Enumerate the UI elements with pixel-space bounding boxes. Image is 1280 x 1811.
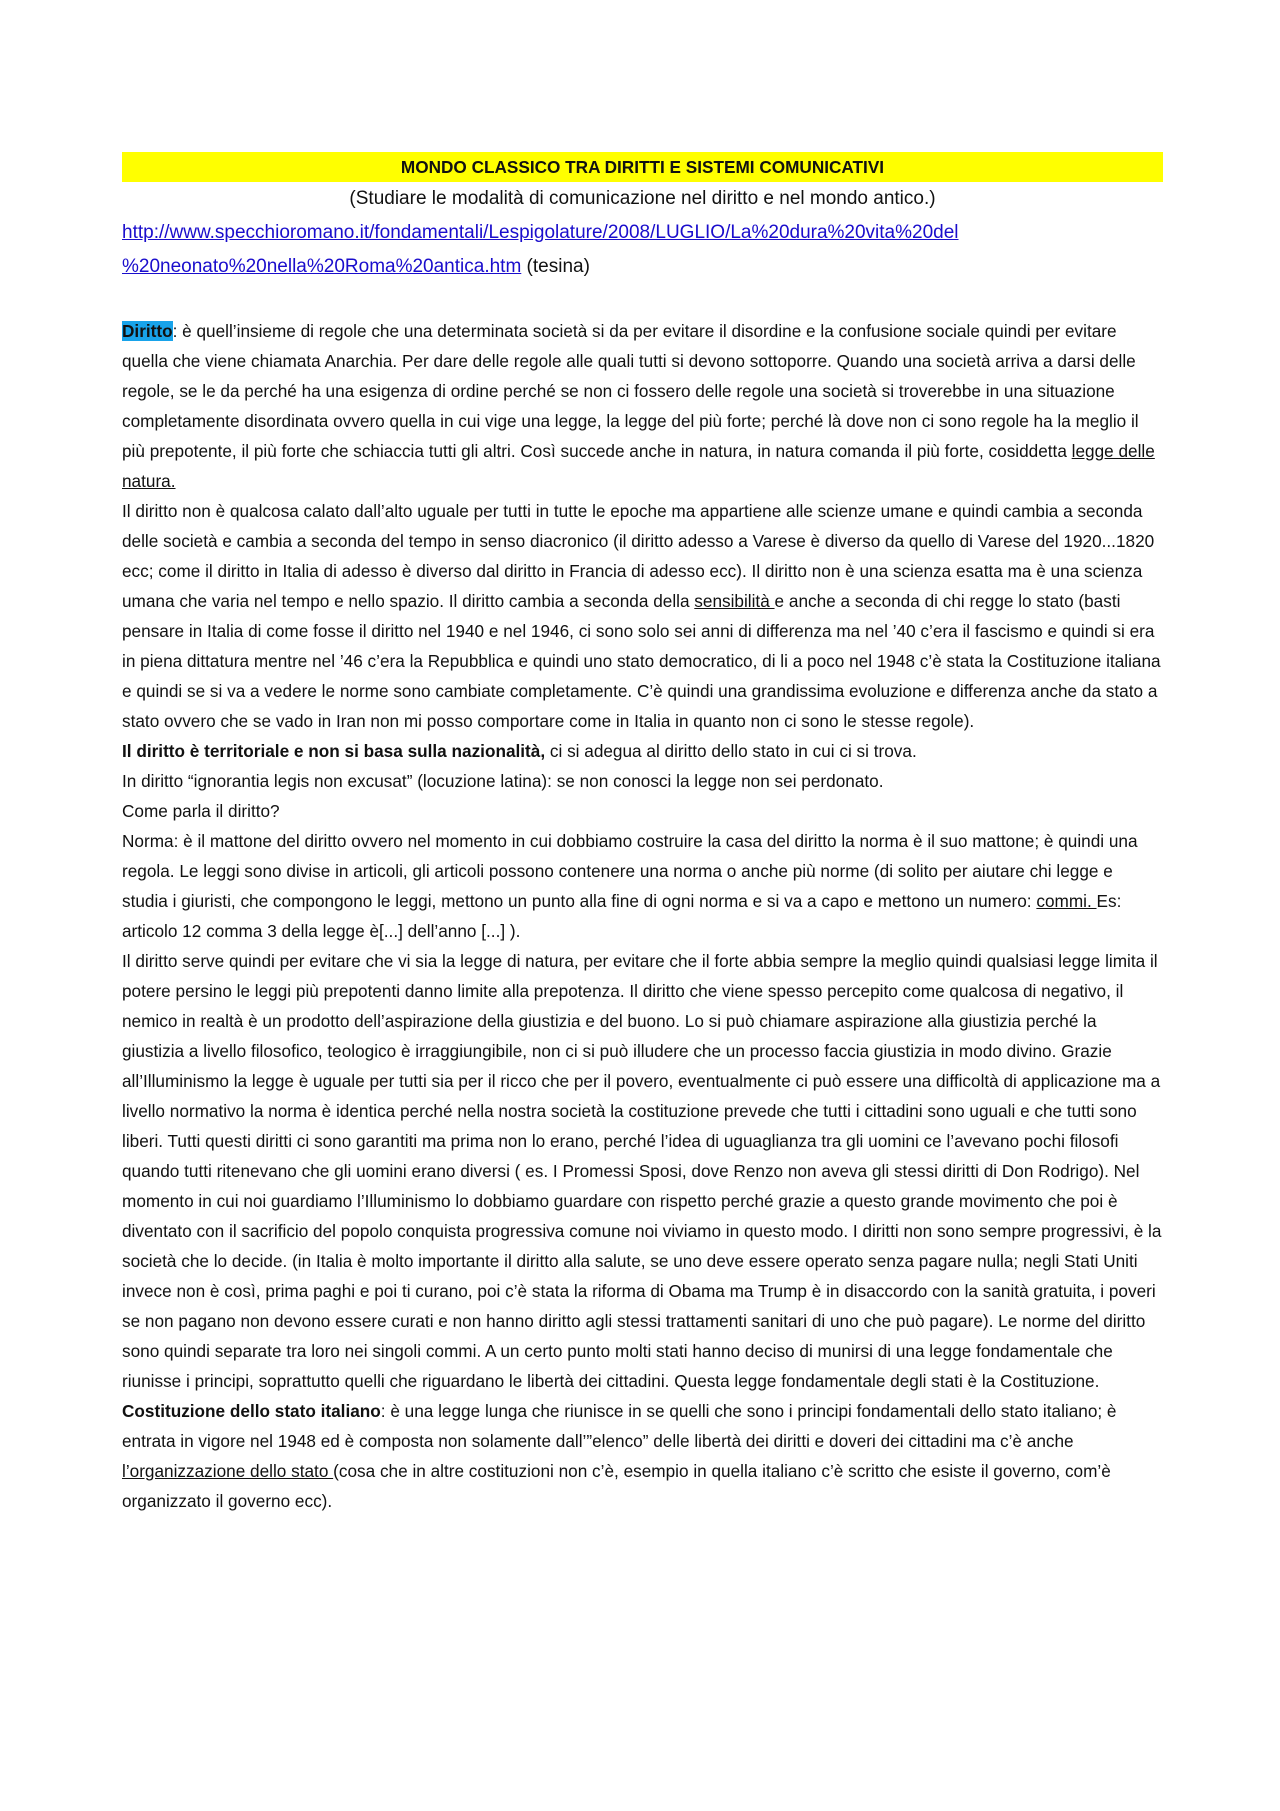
paragraph-text: Es: articolo 12 comma 3 della legge è[...] dell’anno [...] ). (122, 891, 1122, 941)
document-title: MONDO CLASSICO TRA DIRITTI E SISTEMI COMUNICATIVI (122, 152, 1163, 182)
underlined-text: sensibilità (694, 591, 775, 611)
paragraph-illuminismo: Il diritto serve quindi per evitare che vi sia la legge di natura, per evitare che il forte abbia sempre la meglio quindi qualsiasi legge limita il potere persino le leggi più prepotenti danno limite alla prepotenza. Il diritto che viene spesso percepito come qualcosa di negativo, il nemico in realtà è un prodotto dell’aspirazione della giustizia e del buono. Lo si può chiamare aspirazione alla giustizia perché la giustizia a livello filosofico, teologico è irraggiungibile, non ci si può illudere che un processo faccia giustizia in modo divino. Grazie all’Illuminismo la legge è uguale per tutti sia per il ricco che per il povero, eventualmente ci può essere una difficoltà di applicazione ma a livello normativo la norma è identica perché nella nostra società la costituzione prevede che tutti i cittadini sono uguali e che tutti sono liberi. Tutti questi diritti ci sono garantiti ma prima non lo erano, perché l’idea di uguaglianza tra gli uomini ce l’avevano pochi filosofi quando tutti ritenevano che gli uomini erano diversi ( es. I Promessi Sposi, dove Renzo non aveva gli stessi diritti di Don Rodrigo). Nel momento in cui noi guardiamo l’Illuminismo lo dobbiamo guardare con rispetto perché grazie a questo grande movimento che poi è diventato con il sacrificio del popolo conquista progressiva comune noi viviamo in questo modo. I diritti non sono sempre progressivi, è la società che lo decide. (in Italia è molto importante il diritto alla salute, se uno deve essere operato senza pagare nulla; negli Stati Uniti invece non è così, prima paghi e poi ti curano, poi c’è stata la riforma di Obama ma Trump è in disaccordo con la sanità gratuita, i poveri se non pagano non devono essere curati e non hanno diritto agli stessi trattamenti sanitari di uno che può pagare). Le norme del diritto sono quindi separate tra loro nei singoli commi. A un certo punto molti stati hanno deciso di munirsi di una legge fondamentale che riunisse i principi, soprattutto quelli che riguardano le libertà dei cittadini. Questa legge fondamentale degli stati è la Costituzione. (122, 951, 1162, 1391)
bold-statement: Il diritto è territoriale e non si basa sulla nazionalità, (122, 741, 546, 761)
source-link-part1[interactable]: http://www.specchioromano.it/fondamentali/Lespigolature/2008/LUGLIO/La%20dura%20vita%20del (122, 222, 959, 243)
link-suffix: (tesina) (521, 256, 590, 277)
source-link-line (122, 216, 1163, 284)
underlined-text: commi. (1036, 891, 1097, 911)
paragraph-costituzione (122, 1396, 1163, 1516)
paragraph-text: Norma: è il mattone del diritto ovvero nel momento in cui dobbiamo costruire la casa del diritto la norma è il suo mattone; è quindi una regola. Le leggi sono divise in articoli, gli articoli possono contenere una norma o anche più norme (di solito per aiutare chi legge e studia i giuristi, che compongono le leggi, mettono un punto alla fine di ogni norma e si va a capo e mettono un numero: (122, 831, 1138, 911)
underlined-text: l’organizzazione dello stato (122, 1461, 334, 1481)
paragraph-text: (cosa che in altre costituzioni non c’è, esempio in quella italiano c’è scritto che esiste il governo, com’è organizzato il governo ecc). (122, 1461, 1111, 1511)
paragraph-norma (122, 826, 1163, 946)
spacer (122, 284, 1163, 316)
paragraph-territoriale (122, 736, 1163, 766)
paragraph-scienze-umane (122, 496, 1163, 736)
underlined-text: legge delle natura. (122, 441, 1155, 491)
paragraph-diritto (122, 316, 1163, 496)
document-page (122, 152, 1163, 1516)
highlighted-term-diritto: Diritto (122, 321, 173, 341)
paragraph-ignorantia: In diritto “ignorantia legis non excusat” (locuzione latina): se non conosci la legge non sei perdonato. (122, 771, 884, 791)
paragraph-text: ci si adegua al diritto dello stato in cui ci si trova. (545, 741, 917, 761)
paragraph-text: Il diritto non è qualcosa calato dall’alto uguale per tutti in tutte le epoche ma appartiene alle scienze umane e quindi cambia a seconda delle società e cambia a seconda del tempo in senso diacronico (il diritto adesso a Varese è diverso da quello di Varese del 1920...1820 ecc; come il diritto in Italia di adesso è diverso dal diritto in Francia di adesso ecc). Il diritto non è una scienza esatta ma è una scienza umana che varia nel tempo e nello spazio. Il diritto cambia a seconda della (122, 501, 1155, 611)
paragraph-question: Come parla il diritto? (122, 801, 280, 821)
document-subtitle: (Studiare le modalità di comunicazione nel diritto e nel mondo antico.) (349, 188, 936, 209)
bold-term-costituzione: Costituzione dello stato italiano (122, 1401, 381, 1421)
paragraph-text: e anche a seconda di chi regge lo stato (basti pensare in Italia di come fosse il diritto nel 1940 e nel 1946, ci sono solo sei anni di differenza ma nel ’40 c’era il fascismo e quindi si era in piena dittatura mentre nel ’46 c’era la Repubblica e quindi uno stato democratico, di li a poco nel 1948 c’è stata la Costituzione italiana e quindi se si va a vedere le norme sono cambiate completamente. C’è quindi una grandissima evoluzione e differenza anche da stato a stato ovvero che se vado in Iran non mi posso comportare come in Italia in quanto non ci sono le stesse regole). (122, 591, 1161, 731)
paragraph-text: : è una legge lunga che riunisce in se quelli che sono i principi fondamentali dello stato italiano; è entrata in vigore nel 1948 ed è composta non solamente dall’”elenco” delle libertà dei diritti e doveri dei cittadini ma c’è anche (122, 1401, 1117, 1451)
paragraph-text: : è quell’insieme di regole che una determinata società si da per evitare il disordine e la confusione sociale quindi per evitare quella che viene chiamata Anarchia. Per dare delle regole alle quali tutti si devono sottoporre. Quando una società arriva a darsi delle regole, se le da perché ha una esigenza di ordine perché se non ci fossero delle regole una società si troverebbe in una situazione completamente disordinata ovvero quella in cui vige una legge, la legge del più forte; perché là dove non ci sono regole ha la meglio il più prepotente, il più forte che schiaccia tutti gli altri. Così succede anche in natura, in natura comanda il più forte, cosiddetta (122, 321, 1139, 461)
source-link-part2[interactable]: %20neonato%20nella%20Roma%20antica.htm (122, 256, 522, 277)
